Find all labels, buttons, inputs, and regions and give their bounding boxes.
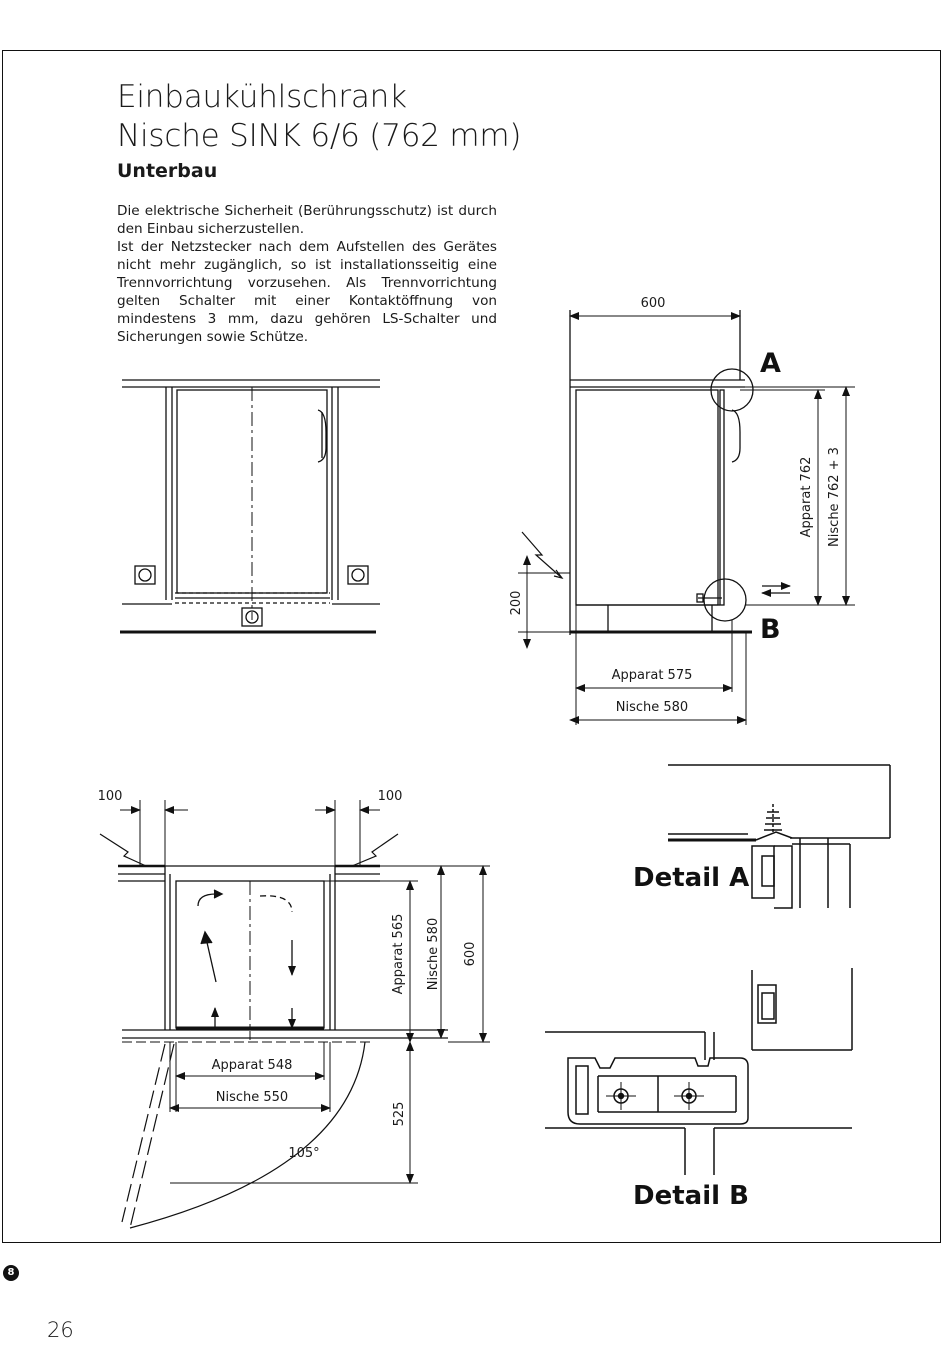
marker-a-label: A: [760, 348, 781, 379]
section-subtitle: Unterbau: [117, 160, 218, 182]
plan-apparat-depth-label: Apparat 565: [391, 913, 406, 995]
plan-left-clearance-label: 100: [97, 789, 123, 804]
plan-nische-width-label: Nische 550: [215, 1090, 289, 1105]
section-badge: 8: [3, 1265, 19, 1281]
plan-right-clearance-label: 100: [377, 789, 403, 804]
side-nische-height-label: Nische 762 + 3: [827, 447, 842, 547]
safety-paragraph-1: Die elektrische Sicherheit (Berührungsschutz) ist durch den Einbau sicherzustellen.: [117, 203, 497, 237]
side-nische-depth-label: Nische 580: [615, 700, 689, 715]
safety-paragraph-2: Ist der Netzstecker nach dem Aufstellen des Gerätes nicht mehr zugänglich, so ist installationsseitig eine Trennvorrichtung vorzusehen. Als Trennvorrichtung gelten Schalter mit einer Kontaktöffnung von mindestens 3 mm, dazu gehören LS-Schalter und Sicherungen sowie Schütze.: [117, 239, 497, 345]
side-apparat-height-label: Apparat 762: [799, 456, 814, 538]
plan-door-swing-label: 525: [392, 1101, 407, 1127]
marker-b-label: B: [760, 614, 781, 645]
front-view-drawing: [120, 380, 380, 632]
detail-a-label: Detail A: [633, 863, 750, 893]
side-socket-height-label: 200: [509, 590, 524, 616]
title-line-1: Einbaukühlschrank: [117, 79, 407, 115]
side-apparat-depth-label: Apparat 575: [611, 668, 693, 683]
plan-view-drawing: [100, 800, 490, 1228]
detail-b-drawing: [545, 968, 852, 1175]
side-top-width-label: 600: [640, 296, 666, 311]
detail-b-label: Detail B: [633, 1181, 749, 1211]
plan-nische-depth-label: Nische 580: [426, 917, 441, 991]
page-number: 26: [47, 1318, 74, 1342]
plan-angle-label: 105°: [288, 1146, 320, 1161]
plan-total-depth-label: 600: [463, 941, 478, 967]
title-line-2: Nische SINK 6/6 (762 mm): [117, 118, 522, 154]
plan-apparat-width-label: Apparat 548: [211, 1058, 293, 1073]
